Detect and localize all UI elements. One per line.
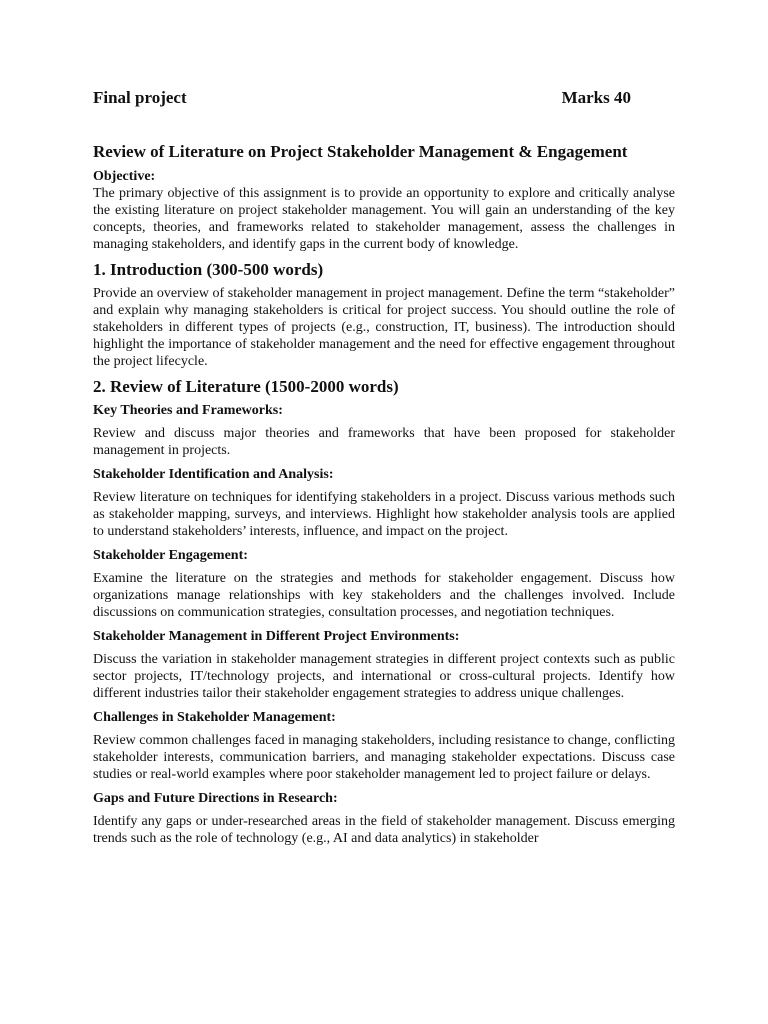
subheading-gaps-future: Gaps and Future Directions in Research: <box>93 791 338 806</box>
header-left: Final project <box>93 88 187 107</box>
document-header <box>93 88 675 108</box>
document-body <box>93 88 675 847</box>
gaps-future-text: Identify any gaps or under-researched areas in the field of stakeholder management. Discuss emerging trends such as the role of technology (e.g., AI and data analytics) in stakeholder <box>93 814 675 846</box>
document-title: Review of Literature on Project Stakeholder Management & Engagement <box>93 142 628 161</box>
section-heading-literature-review: 2. Review of Literature (1500-2000 words) <box>93 377 399 396</box>
challenges-text: Review common challenges faced in managing stakeholders, including resistance to change, conflicting stakeholder interests, communication barriers, and managing stakeholder expectations. Discuss case studies or real-world examples where poor stakeholder management led to project failure or delays. <box>93 733 675 782</box>
key-theories-text: Review and discuss major theories and frameworks that have been proposed for stakeholder management in projects. <box>93 426 675 458</box>
subheading-challenges: Challenges in Stakeholder Management: <box>93 710 336 725</box>
objective-text: The primary objective of this assignment is to provide an opportunity to explore and critically analyse the existing literature on project stakeholder management. You will gain an understanding of the key concepts, theories, and frameworks related to stakeholder management, assess the challenges in managing stakeholders, and identify gaps in the current body of knowledge. <box>93 186 675 252</box>
objective-label: Objective: <box>93 169 156 184</box>
subheading-engagement: Stakeholder Engagement: <box>93 548 248 563</box>
project-environments-text: Discuss the variation in stakeholder management strategies in different project contexts such as public sector projects, IT/technology projects, and international or cross-cultural projects. Identify how different industries tailor their stakeholder engagement strategies to address unique challenges. <box>93 652 675 701</box>
header-marks: Marks 40 <box>561 88 631 107</box>
subheading-identification-analysis: Stakeholder Identification and Analysis: <box>93 467 334 482</box>
engagement-text: Examine the literature on the strategies and methods for stakeholder engagement. Discuss how organizations manage relationships with key stakeholders and the challenges involved. Include discussions on communication strategies, consultation processes, and negotiation techniques. <box>93 571 675 620</box>
subheading-key-theories: Key Theories and Frameworks: <box>93 403 283 418</box>
subheading-project-environments: Stakeholder Management in Different Project Environments: <box>93 629 460 644</box>
section-heading-introduction: 1. Introduction (300-500 words) <box>93 260 324 279</box>
introduction-text: Provide an overview of stakeholder management in project management. Define the term “stakeholder” and explain why managing stakeholders is critical for project success. You should outline the role of stakeholders in different types of projects (e.g., construction, IT, business). The introduction should highlight the importance of stakeholder management and the need for effective engagement throughout the project lifecycle. <box>93 286 675 369</box>
identification-analysis-text: Review literature on techniques for identifying stakeholders in a project. Discuss various methods such as stakeholder mapping, surveys, and interviews. Highlight how stakeholder analysis tools are applied to understand stakeholders’ interests, influence, and impact on the project. <box>93 490 675 539</box>
